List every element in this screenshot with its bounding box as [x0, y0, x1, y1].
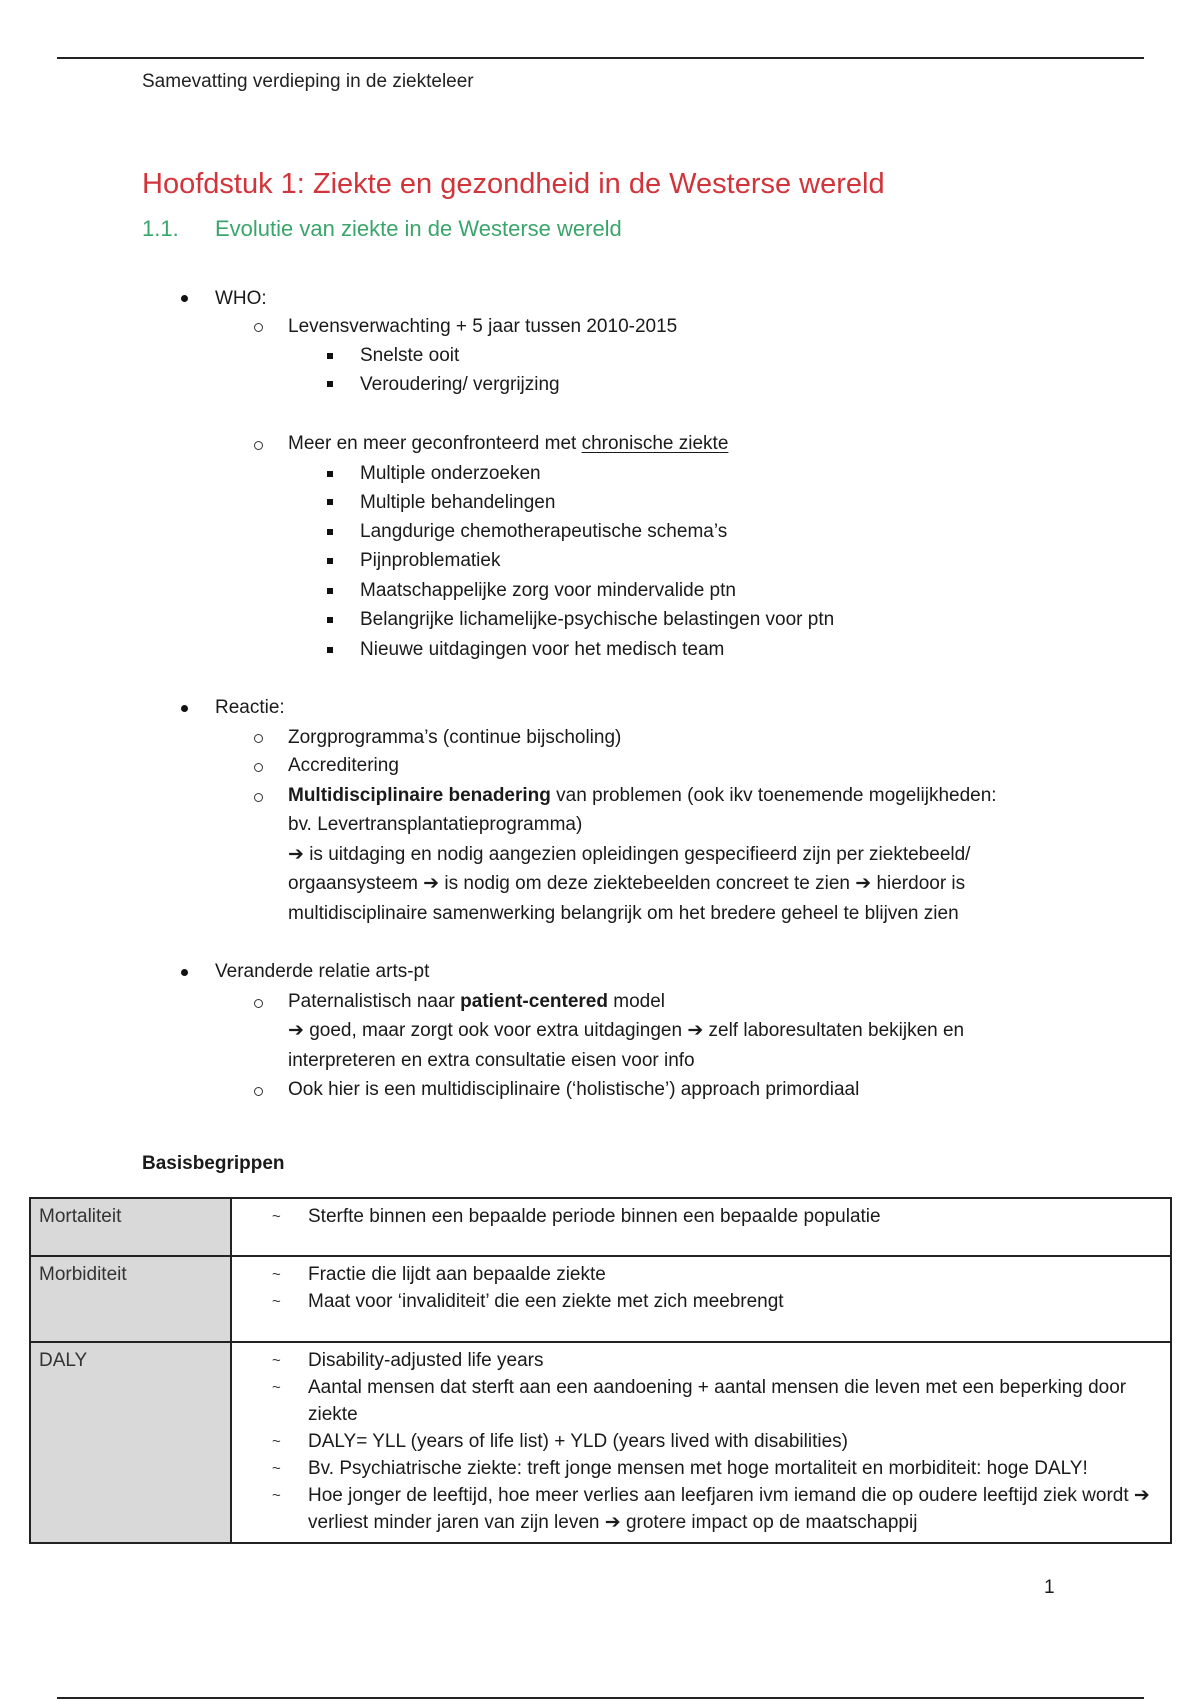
tilde-bullet-icon: ~ — [272, 1208, 281, 1225]
page-number: 1 — [1044, 1577, 1055, 1598]
reactie-label: Reactie: — [215, 697, 285, 718]
reactie-item-3 — [288, 784, 997, 808]
tilde-bullet-icon: ~ — [272, 1293, 281, 1310]
definition-text: Fractie die lijdt aan bepaalde ziekte — [308, 1264, 606, 1285]
reactie-item-3-rest: van problemen (ook ikv toenemende mogelijkheden: — [550, 785, 997, 806]
bottom-rule — [57, 1697, 1144, 1699]
basisbegrippen-table — [29, 1197, 1172, 1544]
who-item-2-sub-2: Multiple behandelingen — [360, 492, 556, 513]
bullet-square-icon — [327, 558, 333, 564]
bullet-square-icon — [327, 588, 333, 594]
term-cell: Mortaliteit — [30, 1198, 231, 1256]
who-item-2 — [288, 432, 728, 456]
tilde-bullet-icon: ~ — [272, 1487, 281, 1504]
relatie-item-1-suffix: model — [607, 991, 665, 1012]
who-item-2-sub-6: Belangrijke lichamelijke-psychische belastingen voor ptn — [360, 609, 835, 630]
who-item-2-prefix: Meer en meer geconfronteerd met — [288, 433, 582, 454]
bullet-circle-icon — [254, 1087, 263, 1096]
relatie-label: Veranderde relatie arts-pt — [215, 961, 430, 982]
term-cell: DALY — [30, 1342, 231, 1543]
relatie-item-1-prefix: Paternalistisch naar — [288, 991, 461, 1012]
bullet-disc-icon — [181, 705, 188, 712]
bullet-square-icon — [327, 381, 333, 387]
reactie-item-3-line-2: bv. Levertransplantatieprogramma) — [288, 814, 583, 835]
who-item-1: Levensverwachting + 5 jaar tussen 2010-2015 — [288, 316, 678, 337]
bullet-square-icon — [327, 529, 333, 535]
reactie-item-3-line-3: ➔ is uitdaging en nodig aangezien opleidingen gespecifieerd zijn per ziektebeeld/ — [288, 844, 971, 865]
section-title-text: Evolutie van ziekte in de Westerse wereld — [215, 216, 622, 241]
running-header: Samevatting verdieping in de ziekteleer — [142, 71, 474, 92]
definition-cell — [231, 1198, 1171, 1256]
tilde-bullet-icon: ~ — [272, 1433, 281, 1450]
relatie-item-1-bold: patient-centered — [460, 991, 608, 1012]
list-item — [272, 1455, 1162, 1482]
definition-text: Disability-adjusted life years — [308, 1350, 544, 1371]
bullet-circle-icon — [254, 763, 263, 772]
bullet-circle-icon — [254, 793, 263, 802]
table-row — [30, 1256, 1171, 1342]
definition-list — [272, 1203, 1162, 1230]
bullet-square-icon — [327, 471, 333, 477]
who-item-2-sub-7: Nieuwe uitdagingen voor het medisch team — [360, 639, 725, 660]
tilde-bullet-icon: ~ — [272, 1352, 281, 1369]
reactie-item-3-line-5: multidisciplinaire samenwerking belangrijk om het bredere geheel te blijven zien — [288, 903, 959, 924]
list-item — [272, 1288, 1162, 1315]
who-item-2-sub-1: Multiple onderzoeken — [360, 463, 541, 484]
definition-text: DALY= YLL (years of life list) + YLD (years lived with disabilities) — [308, 1431, 848, 1452]
relatie-item-1-line-2: ➔ goed, maar zorgt ook voor extra uitdagingen ➔ zelf laboresultaten bekijken en — [288, 1020, 965, 1041]
list-item — [272, 1347, 1162, 1374]
who-item-1-sub-2: Veroudering/ vergrijzing — [360, 374, 560, 395]
term-cell: Morbiditeit — [30, 1256, 231, 1342]
bullet-disc-icon — [181, 969, 188, 976]
list-item — [272, 1428, 1162, 1455]
tilde-bullet-icon: ~ — [272, 1460, 281, 1477]
list-item — [272, 1261, 1162, 1288]
relatie-item-1 — [288, 990, 665, 1014]
definition-cell — [231, 1342, 1171, 1543]
who-item-2-sub-3: Langdurige chemotherapeutische schema’s — [360, 521, 728, 542]
who-label: WHO: — [215, 288, 267, 309]
list-item — [272, 1482, 1162, 1536]
definition-list — [272, 1261, 1162, 1315]
definition-text: Hoe jonger de leeftijd, hoe meer verlies aan leefjaren ivm iemand die op oudere leeftijd ziek wordt ➔ verliest minder jaren van zijn leven ➔ grotere impact op de maatschappij — [308, 1485, 1150, 1533]
basisbegrippen-heading: Basisbegrippen — [142, 1153, 285, 1174]
table-row — [30, 1198, 1171, 1256]
list-item — [272, 1203, 1162, 1230]
tilde-bullet-icon: ~ — [272, 1379, 281, 1396]
bullet-square-icon — [327, 617, 333, 623]
reactie-item-2: Accreditering — [288, 755, 399, 776]
definition-text: Aantal mensen dat sterft aan een aandoening + aantal mensen die leven met een beperking door ziekte — [308, 1377, 1127, 1425]
relatie-item-2: Ook hier is een multidisciplinaire (‘holistische’) approach primordiaal — [288, 1079, 860, 1100]
definition-text: Bv. Psychiatrische ziekte: treft jonge mensen met hoge mortaliteit en morbiditeit: hoge DALY! — [308, 1458, 1088, 1479]
who-item-2-sub-5: Maatschappelijke zorg voor mindervalide ptn — [360, 580, 736, 601]
who-item-1-sub-1: Snelste ooit — [360, 345, 460, 366]
reactie-item-1: Zorgprogramma’s (continue bijscholing) — [288, 727, 622, 748]
section-number: 1.1. — [142, 216, 179, 241]
who-item-2-sub-4: Pijnproblematiek — [360, 550, 501, 571]
reactie-item-3-line-4: orgaansysteem ➔ is nodig om deze ziektebeelden concreet te zien ➔ hierdoor is — [288, 873, 966, 894]
table-row — [30, 1342, 1171, 1543]
reactie-item-3-bold: Multidisciplinaire benadering — [288, 785, 551, 806]
top-rule — [57, 57, 1144, 59]
bullet-circle-icon — [254, 734, 263, 743]
definition-cell — [231, 1256, 1171, 1342]
bullet-circle-icon — [254, 999, 263, 1008]
definition-list — [272, 1347, 1162, 1536]
definition-text: Maat voor ‘invaliditeit’ die een ziekte met zich meebrengt — [308, 1291, 784, 1312]
who-item-2-underlined: chronische ziekte — [581, 433, 729, 454]
bullet-square-icon — [327, 499, 333, 505]
tilde-bullet-icon: ~ — [272, 1266, 281, 1283]
bullet-square-icon — [327, 353, 333, 359]
definition-text: Sterfte binnen een bepaalde periode binnen een bepaalde populatie — [308, 1206, 881, 1227]
bullet-circle-icon — [254, 323, 263, 332]
section-title — [142, 216, 622, 242]
chapter-title: Hoofdstuk 1: Ziekte en gezondheid in de Westerse wereld — [142, 168, 885, 200]
relatie-item-1-line-3: interpreteren en extra consultatie eisen voor info — [288, 1050, 695, 1071]
bullet-disc-icon — [181, 295, 188, 302]
list-item — [272, 1374, 1162, 1428]
bullet-circle-icon — [254, 441, 263, 450]
bullet-square-icon — [327, 647, 333, 653]
